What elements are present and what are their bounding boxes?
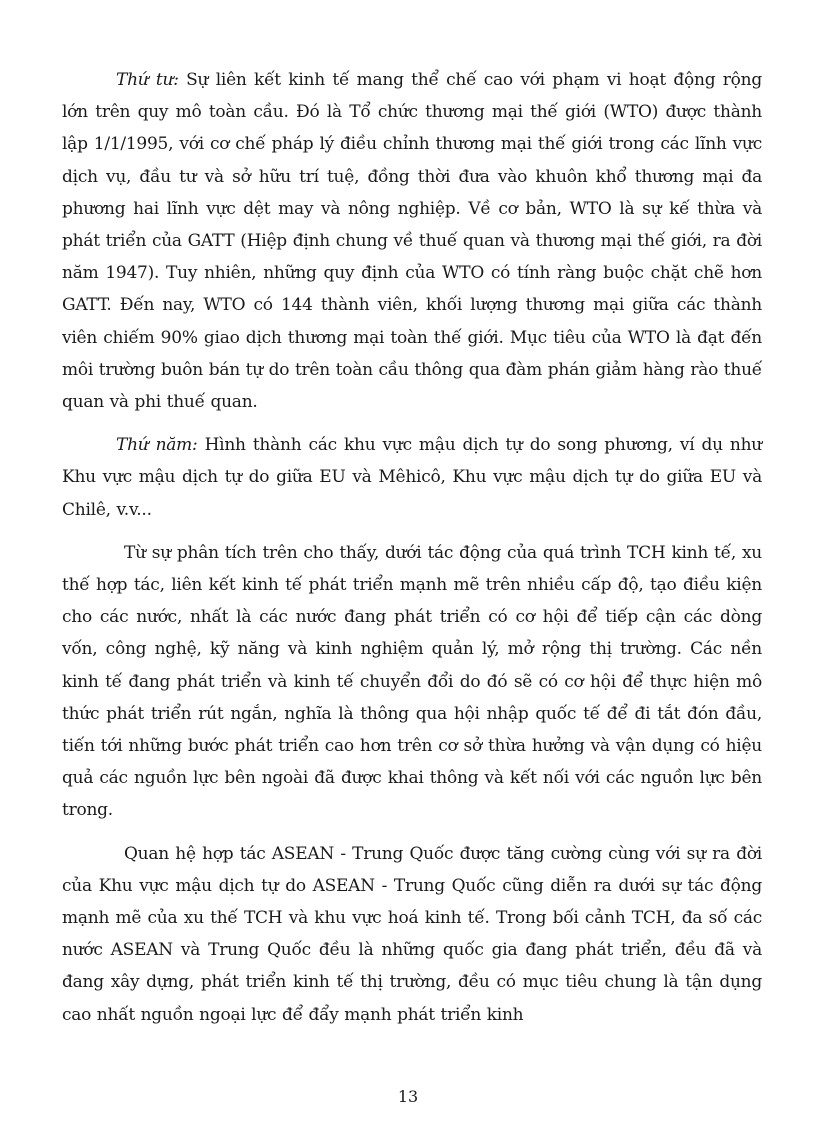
paragraph-fifth	[62, 429, 762, 526]
paragraph-analysis	[62, 537, 762, 827]
paragraph-fourth	[62, 64, 762, 418]
paragraph-asean-china	[62, 838, 762, 1031]
paragraph-lead-label: Thứ tư:	[116, 70, 179, 90]
paragraph-text: Sự liên kết kinh tế mang thể chế cao với phạm vi hoạt động rộng lớn trên quy mô toàn cầu. Đó là Tổ chức thương mại thế giới (WTO) được thành lập 1/1/1995, với cơ chế pháp lý điều chỉnh thương mại thế giới trong các lĩnh vực dịch vụ, đầu tư và sở hữu trí tuệ, đồng thời đưa vào khuôn khổ thương mại đa phương hai lĩnh vực dệt may và nông nghiệp. Về cơ bản, WTO là sự kế thừa và phát triển của GATT (Hiệp định chung về thuế quan và thương mại thế giới, ra đời năm 1947). Tuy nhiên, những quy định của WTO có tính ràng buộc chặt chẽ hơn GATT. Đến nay, WTO có 144 thành viên, khối lượng thương mại giữa các thành viên chiếm 90% giao dịch thương mại toàn thế giới. Mục tiêu của WTO là đạt đến môi trường buôn bán tự do trên toàn cầu thông qua đàm phán giảm hàng rào thuế quan và phi thuế quan.	[62, 70, 762, 413]
body-text	[62, 64, 762, 1031]
paragraph-text: Quan hệ hợp tác ASEAN - Trung Quốc được tăng cường cùng với sự ra đời của Khu vực mậu dịch tự do ASEAN - Trung Quốc cũng diễn ra dưới sự tác động mạnh mẽ của xu thế TCH và khu vực hoá kinh tế. Trong bối cảnh TCH, đa số các nước ASEAN và Trung Quốc đều là những quốc gia đang phát triển, đều đã và đang xây dựng, phát triển kinh tế thị trường, đều có mục tiêu chung là tận dụng cao nhất nguồn ngoại lực để đẩy mạnh phát triển kinh	[62, 843, 762, 1025]
paragraph-text: Từ sự phân tích trên cho thấy, dưới tác động của quá trình TCH kinh tế, xu thế hợp tác, liên kết kinh tế phát triển mạnh mẽ trên nhiều cấp độ, tạo điều kiện cho các nước, nhất là các nước đang phát triển có cơ hội để tiếp cận các dòng vốn, công nghệ, kỹ năng và kinh nghiệm quản lý, mở rộng thị trường. Các nền kinh tế đang phát triển và kinh tế chuyển đổi do đó sẽ có cơ hội để thực hiện mô thức phát triển rút ngắn, nghĩa là thông qua hội nhập quốc tế để đi tắt đón đầu, tiến tới những bước phát triển cao hơn trên cơ sở thừa hưởng và vận dụng có hiệu quả các nguồn lực bên ngoài đã được khai thông và kết nối với các nguồn lực bên trong.	[62, 542, 762, 821]
page-number: 13	[397, 1087, 419, 1106]
paragraph-text: Hình thành các khu vực mậu dịch tự do song phương, ví dụ như Khu vực mậu dịch tự do giữa EU và Mêhicô, Khu vực mậu dịch tự do giữa EU và Chilê, v.v...	[62, 435, 762, 520]
paragraph-lead-label: Thứ năm:	[116, 435, 198, 456]
